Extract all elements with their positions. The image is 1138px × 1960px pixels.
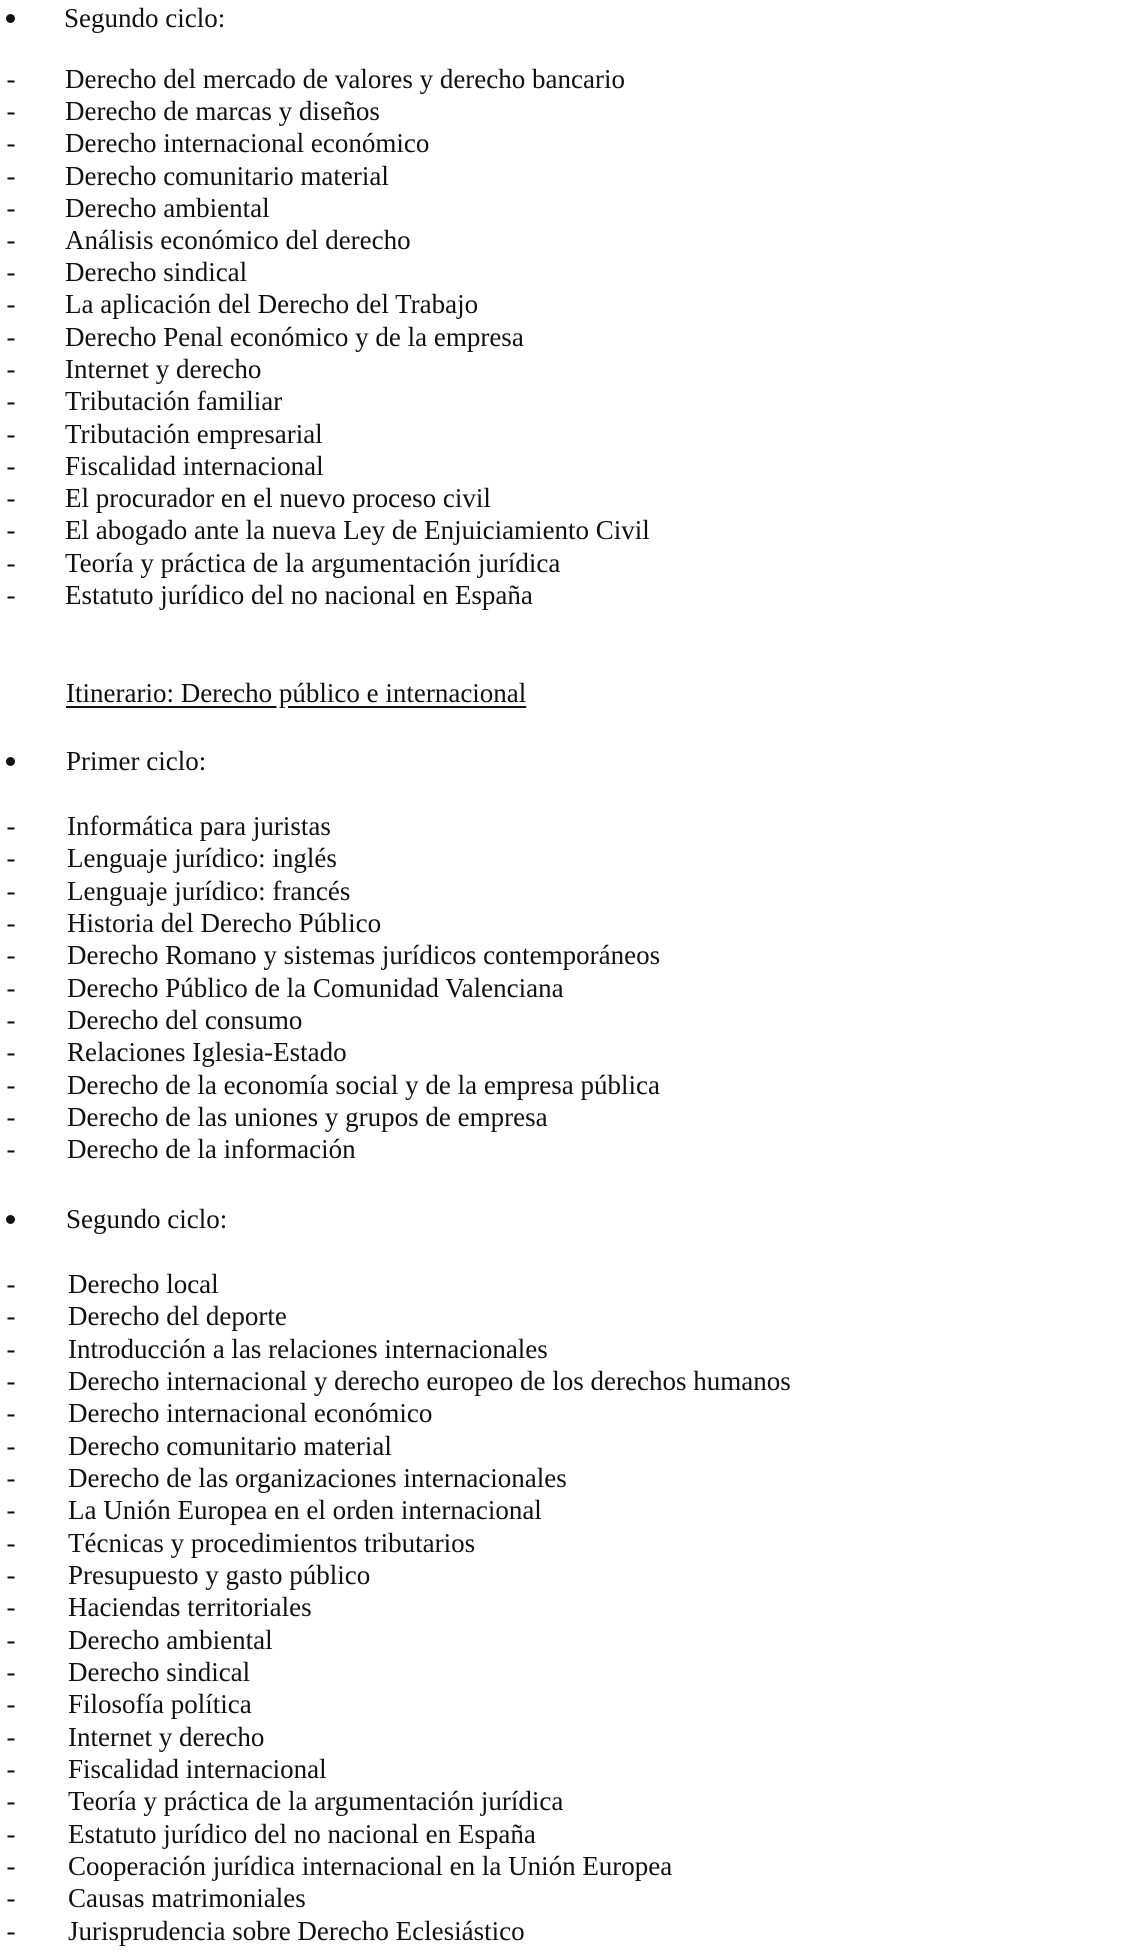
dash-icon: - [6, 1495, 16, 1525]
section-label: Segundo ciclo: [66, 1204, 228, 1234]
dash-icon: - [6, 1366, 16, 1396]
dash-icon: - [6, 1560, 16, 1590]
section-label: Primer ciclo: [66, 746, 207, 776]
dash-icon: - [6, 940, 16, 970]
dash-icon: - [6, 354, 16, 384]
dash-icon: - [6, 1754, 16, 1784]
dash-icon: - [6, 1005, 16, 1035]
dash-icon: - [6, 1334, 16, 1364]
dash-icon: - [6, 451, 16, 481]
dash-icon: - [6, 225, 16, 255]
dash-icon: - [6, 1689, 16, 1719]
dash-icon: - [6, 548, 16, 578]
dash-icon: - [6, 483, 16, 513]
dash-icon: - [6, 811, 16, 841]
section-label: Segundo ciclo: [64, 3, 226, 33]
dash-icon: - [6, 1301, 16, 1331]
dash-icon: - [6, 64, 16, 94]
dash-icon: - [6, 515, 16, 545]
dash-icon: - [6, 1592, 16, 1622]
dash-icon: - [6, 1722, 16, 1752]
dash-icon: - [6, 419, 16, 449]
bullet-icon [6, 1215, 15, 1224]
dash-icon: - [6, 161, 16, 191]
dash-icon: - [6, 1657, 16, 1687]
bullet-icon [6, 757, 15, 766]
dash-icon: - [6, 1431, 16, 1461]
dash-icon: - [6, 1102, 16, 1132]
dash-icon: - [6, 386, 16, 416]
dash-icon: - [6, 908, 16, 938]
document-page: Segundo ciclo: - Derecho del mercado de valores y derecho bancario - Derecho de marcas y diseños - Derecho internacional económico - Derecho comunitario material - Derecho ambiental - Análisis económico del derecho - Derecho sindical - La aplicación del Derecho del Trabajo - Derecho Penal económico y de la empresa - Internet y derecho - Tributación familiar - Tributación empresarial - Fiscalidad internacional - El procurador en el nuevo proceso civil - El abogado ante la nueva Ley de Enjuiciamiento Civil - Teoría y práctica de la argumentación jurídica - Estatuto jurídico del no nacional en España Itinerario: Derecho público e internacional Primer ciclo: - Informática para juristas - Lenguaje jurídico: inglés - Lenguaje jurídico: francés - Historia del Derecho Público - Derecho Romano y sistemas jurídicos contemporáneos - Derecho Público de la Comunidad Valenciana - Derecho del consumo - Relaciones Iglesia-Estado - Derecho de la economía social y de la empresa pública - Derecho de las uniones y grupos de empresa - Derecho de la información Segundo ciclo: - Derecho local - Derecho del deporte - Introducción a las relaciones internacionales - Derecho internacional y derecho europeo de los derechos humanos - Derecho internacional económico - Derecho comunitario material - Derecho de las organizaciones internacionales - La Unión Europea en el orden internacional - Técnicas y procedimientos tributarios - Presupuesto y gasto público - Haciendas territoriales - Derecho ambiental - Derecho sindical - Filosofía política - Internet y derecho - Fiscalidad internacional - Teoría y práctica de la argumentación jurídica - Estatuto jurídico del no nacional en España - Cooperación jurídica internacional en la Unión Europea - Causas matrimoniales - Jurisprudencia sobre Derecho Eclesiástico [6, 3, 791, 1946]
dash-icon: - [6, 96, 16, 126]
dash-icon: - [6, 289, 16, 319]
dash-icon: - [6, 128, 16, 158]
dash-icon: - [6, 1851, 16, 1881]
dash-icon: - [6, 1269, 16, 1299]
dash-icon: - [6, 322, 16, 352]
dash-icon: - [6, 1463, 16, 1493]
dash-icon: - [6, 1528, 16, 1558]
dash-icon: - [6, 1070, 16, 1100]
itinerary-heading: Itinerario: Derecho público e internacional [66, 678, 527, 708]
dash-icon: - [6, 1916, 16, 1946]
dash-icon: - [6, 1037, 16, 1067]
dash-icon: - [6, 257, 16, 287]
dash-icon: - [6, 1786, 16, 1816]
dash-icon: - [6, 973, 16, 1003]
dash-icon: - [6, 193, 16, 223]
dash-icon: - [6, 1134, 16, 1164]
dash-icon: - [6, 1625, 16, 1655]
dash-icon: - [6, 580, 16, 610]
dash-icon: - [6, 876, 16, 906]
dash-icon: - [6, 843, 16, 873]
dash-icon: - [6, 1819, 16, 1849]
dash-icon: - [6, 1883, 16, 1913]
dash-icon: - [6, 1398, 16, 1428]
bullet-icon [6, 14, 15, 23]
